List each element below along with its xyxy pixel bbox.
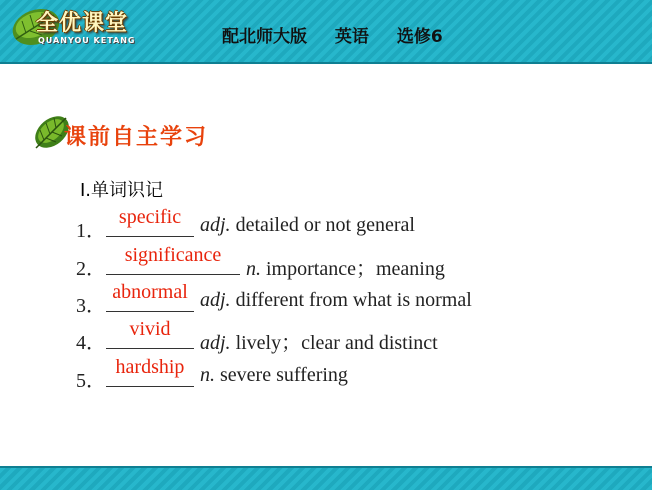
definition-text: detailed or not general [230, 214, 415, 236]
definition [200, 214, 415, 237]
answer-blank [106, 318, 194, 349]
subject-label: 英语 [334, 27, 369, 47]
part-of-speech: n. [246, 258, 261, 280]
answer-blank [106, 356, 194, 387]
definition-text: different from what is normal [230, 289, 472, 311]
definition-text: severe suffering [215, 364, 348, 386]
definition [246, 252, 445, 281]
part-of-speech: n. [200, 364, 215, 386]
part-of-speech: adj. [200, 289, 231, 311]
logo-title: 全优课堂 [36, 11, 129, 36]
edition-info [222, 22, 465, 47]
footer-banner [0, 468, 652, 490]
item-number: 3． [76, 295, 106, 317]
definition-text: importance；meaning [261, 258, 445, 280]
item-number: 5． [76, 370, 106, 392]
section-title: 课前自主学习 [64, 125, 209, 150]
edition-label: 配北师大版 [222, 27, 307, 47]
item-number: 1． [76, 220, 106, 242]
item-number: 4． [76, 332, 106, 354]
definition [200, 326, 438, 355]
definition [200, 289, 472, 312]
item-number: 2． [76, 258, 106, 280]
logo-subtitle: QUANYOU KETANG [38, 36, 136, 45]
definition-text: lively；clear and distinct [230, 332, 438, 354]
module-label: 选修6 [396, 27, 443, 47]
subheading: Ⅰ.单词识记 [80, 180, 164, 201]
definition [200, 364, 348, 387]
header-divider [0, 62, 652, 64]
answer-text: significance [124, 244, 222, 266]
answer-blank [106, 281, 194, 312]
answer-text: specific [118, 206, 182, 228]
answer-text: vivid [129, 318, 171, 340]
part-of-speech: adj. [200, 332, 231, 354]
answer-text: hardship [115, 356, 185, 378]
part-of-speech: adj. [200, 214, 231, 236]
answer-text: abnormal [112, 281, 188, 303]
answer-blank [106, 206, 194, 237]
answer-blank [106, 244, 240, 275]
